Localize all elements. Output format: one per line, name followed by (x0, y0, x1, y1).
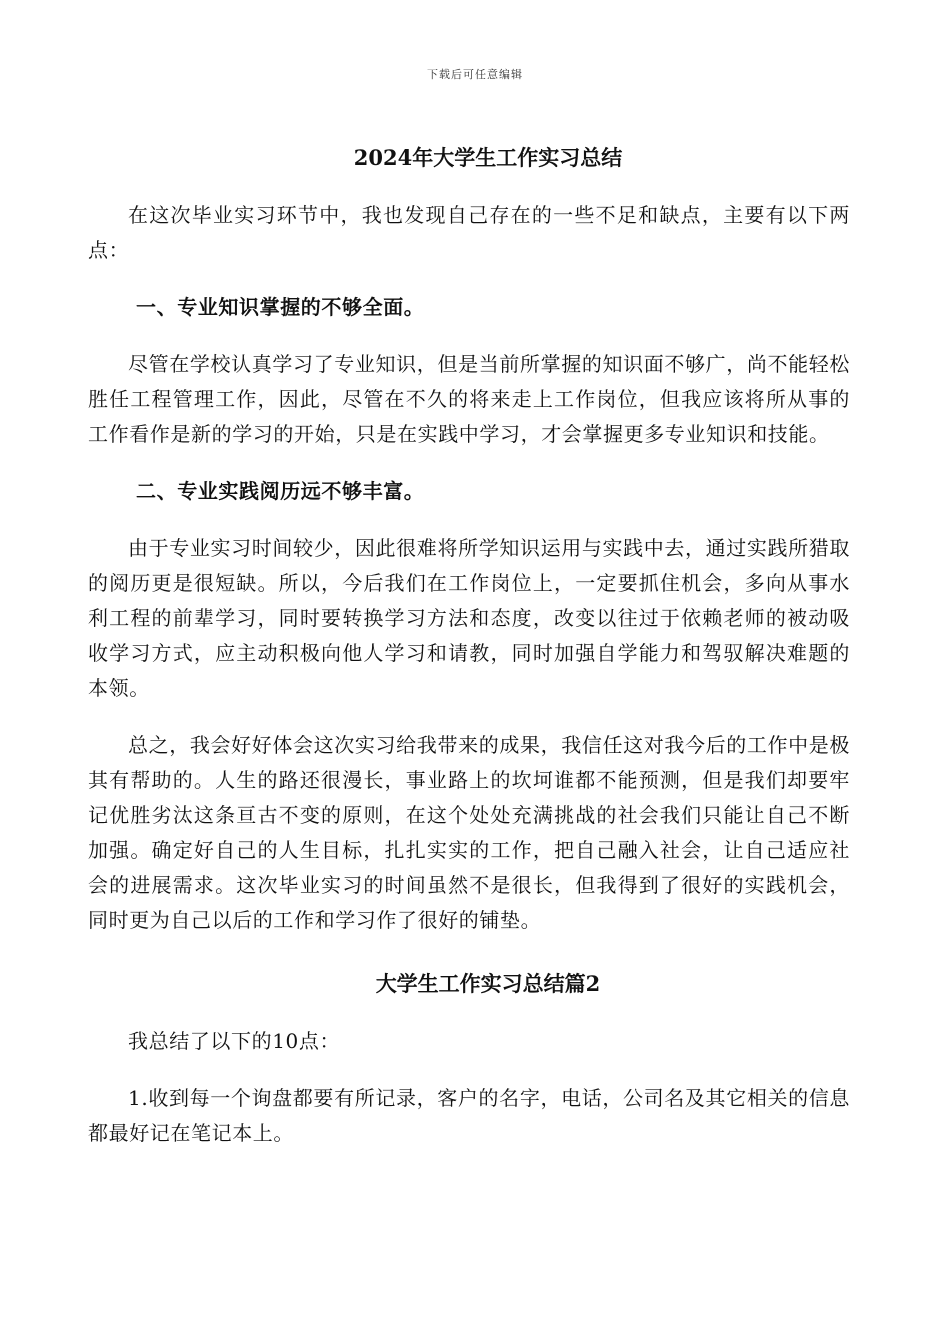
document-title: 2024年大学生工作实习总结 (353, 145, 623, 170)
conclusion-paragraph: 总之，我会好好体会这次实习给我带来的成果，我信任这对我今后的工作中是极其有帮助的。人生的路还很漫长，事业路上的坎坷谁都不能预测，但是我们却要牢记优胜劣汰这条亘古不变的原则，在这个处处充满挑战的社会我们只能让自己不断加强。确定好自己的人生目标，扎扎实实的工作，把自己融入社会，让自己适应社会的进展需求。这次毕业实习的时间虽然不是很长，但我得到了很好的实践机会，同时更为自己以后的工作和学习作了很好的铺垫。 (88, 733, 850, 932)
intro-paragraph: 在这次毕业实习环节中，我也发现自己存在的一些不足和缺点，主要有以下两点： (88, 203, 850, 262)
section-1-heading: 一、专业知识掌握的不够全面。 (136, 295, 425, 319)
list-item-1: 1.收到每一个询盘都要有所记录，客户的名字，电话，公司名及其它相关的信息都最好记在笔记本上。 (88, 1086, 850, 1145)
document-body (88, 140, 850, 1173)
intro-2-paragraph: 我总结了以下的10点： (128, 1029, 341, 1053)
section-title-2: 大学生工作实习总结篇2 (375, 971, 601, 996)
header-note: 下载后可任意编辑 (427, 68, 523, 81)
section-1-paragraph: 尽管在学校认真学习了专业知识，但是当前所掌握的知识面不够广，尚不能轻松胜任工程管理工作，因此，尽管在不久的将来走上工作岗位，但我应该将所从事的工作看作是新的学习的开始，只是在实践中学习，才会掌握更多专业知识和技能。 (88, 352, 850, 446)
section-2-heading: 二、专业实践阅历远不够丰富。 (136, 479, 425, 503)
section-2-paragraph: 由于专业实习时间较少，因此很难将所学知识运用与实践中去，通过实践所猎取的阅历更是很短缺。所以，今后我们在工作岗位上，一定要抓住机会，多向从事水利工程的前辈学习，同时要转换学习方法和态度，改变以往过于依赖老师的被动吸收学习方式，应主动积极向他人学习和请教，同时加强自学能力和驾驭解决难题的本领。 (88, 536, 850, 700)
